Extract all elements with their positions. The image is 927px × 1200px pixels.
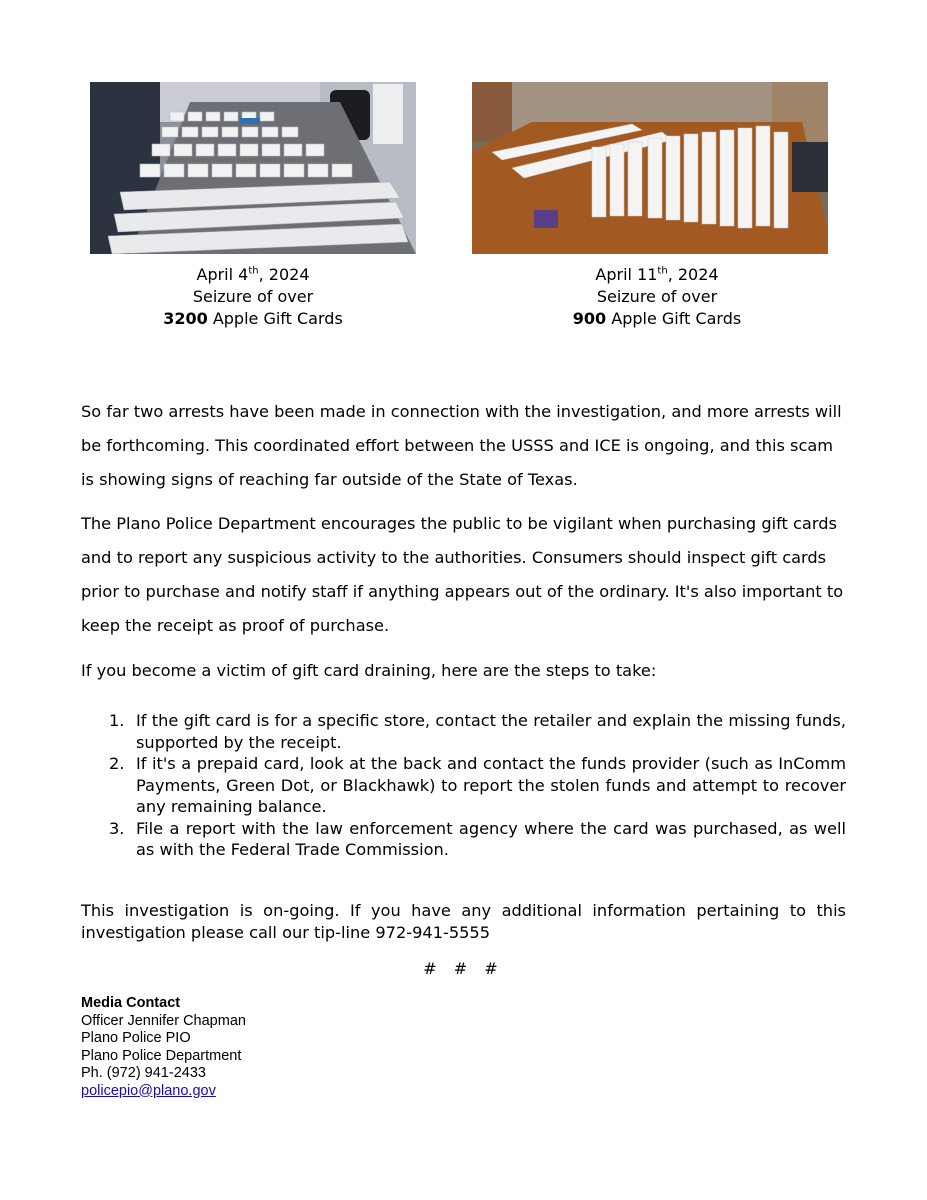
caption-date-ordinal: th [248,265,259,277]
caption-date [472,264,842,286]
list-item-text: File a report with the law enforcement agency where the card was purchased, as well as with the Federal Trade Commission. [136,818,846,859]
caption-item: Apple Gift Cards [606,309,742,328]
caption-count: 900 [572,309,607,328]
contact-email-link[interactable]: policepio@plano.gov [81,1082,216,1099]
victim-steps-list [81,710,846,861]
list-item [81,753,846,818]
photo-caption-april-11 [472,264,842,330]
list-item [81,818,846,861]
public-vigilance-paragraph: The Plano Police Department encourages the public to be vigilant when purchasing gift cards and to report any suspicious activity to the authorities. Consumers should inspect gift cards prior to purchase and notify staff if anything appears out of the ordinary. It's also important to keep the receipt as proof of purchase. [81,514,844,635]
contact-name: Officer Jennifer Chapman [81,1012,246,1029]
tip-line-paragraph: This investigation is on-going. If you have any additional information pertaining to this investigation please call our tip-line 972-941-5555 [81,901,846,942]
caption-count: 3200 [163,309,208,328]
seizure-photo-april-4 [90,82,416,254]
list-item-number: 3. [109,818,125,838]
caption-date-ordinal: th [657,265,668,277]
photo-seized-gift-cards-conference-table-icon [90,82,416,254]
victim-steps-intro: If you become a victim of gift card draining, here are the steps to take: [81,661,657,680]
caption-date [90,264,416,286]
caption-date-year: , 2024 [667,265,719,284]
contact-department: Plano Police Department [81,1047,242,1064]
media-contact-heading: Media Contact [81,995,181,1011]
list-item [81,710,846,753]
caption-count-line [472,308,842,330]
caption-item: Apple Gift Cards [207,309,343,328]
list-item-number: 2. [109,754,125,773]
end-mark: # # # [423,959,504,978]
caption-date-text: April 11 [595,265,658,284]
seizure-photo-april-11 [472,82,828,254]
caption-seizure-label: Seizure of over [192,287,314,306]
caption-seizure-label: Seizure of over [596,287,718,306]
contact-phone: Ph. (972) 941-2433 [81,1065,206,1081]
media-contact-block [81,995,246,1100]
arrests-paragraph: So far two arrests have been made in connection with the investigation, and more arrests will be forthcoming. This coordinated effort between the USSS and ICE is ongoing, and this scam is showing signs of reaching far outside of the State of Texas. [81,402,842,489]
list-item-text: If the gift card is for a specific store, contact the retailer and explain the missing funds, supported by the receipt. [136,711,846,752]
photo-caption-april-4 [90,264,416,330]
caption-date-text: April 4 [196,265,249,284]
caption-count-line [90,308,416,330]
list-item-number: 1. [109,711,125,730]
contact-title: Plano Police PIO [81,1030,191,1046]
photo-seized-gift-cards-wood-table-icon [472,82,828,254]
list-item-text: If it's a prepaid card, look at the back and contact the funds provider (such as InComm Payments, Green Dot, or Blackhawk) to report the stolen funds and attempt to recover any remaining balance. [136,754,846,816]
caption-date-year: , 2024 [258,265,310,284]
